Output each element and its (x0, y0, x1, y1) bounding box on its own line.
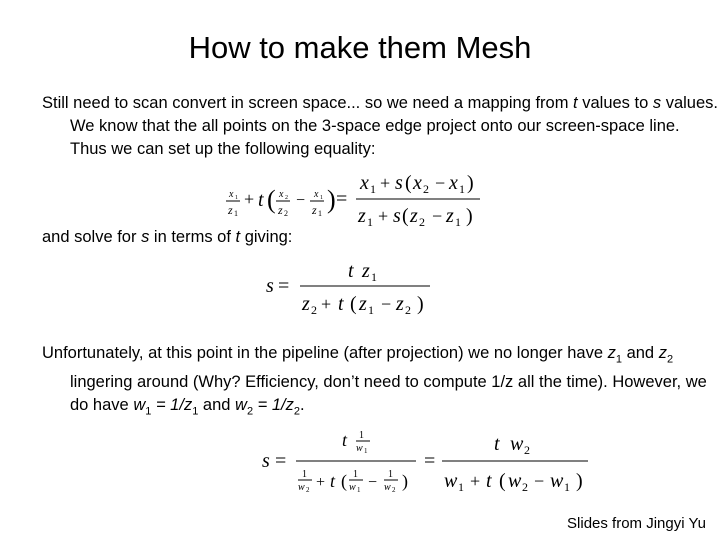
svg-text:−: − (435, 173, 446, 193)
s-in-terms-of-w-equation (258, 428, 598, 500)
svg-text:x: x (229, 189, 234, 200)
svg-text:1: 1 (388, 469, 393, 480)
svg-text:−: − (534, 471, 545, 491)
svg-text:t: t (486, 470, 492, 492)
svg-text:t: t (342, 430, 348, 450)
svg-text:1: 1 (459, 182, 465, 196)
svg-text:1: 1 (371, 270, 377, 284)
svg-text:s: s (393, 205, 401, 227)
svg-text:t: t (494, 433, 500, 455)
svg-text:z: z (362, 260, 370, 282)
svg-text:+: + (380, 173, 391, 193)
svg-text:z: z (228, 203, 233, 217)
svg-text:1: 1 (320, 195, 323, 201)
svg-text:w: w (349, 482, 356, 493)
svg-text:2: 2 (311, 303, 317, 317)
svg-text:1: 1 (458, 480, 464, 494)
svg-text:z: z (410, 205, 418, 227)
svg-text:2: 2 (423, 182, 429, 196)
svg-text:): ) (417, 293, 424, 315)
svg-text:t: t (258, 189, 264, 211)
svg-text:2: 2 (285, 195, 288, 201)
svg-text:): ) (466, 205, 473, 227)
svg-text:w: w (508, 470, 522, 492)
svg-text:): ) (327, 185, 336, 214)
svg-text:): ) (467, 172, 474, 194)
svg-text:+: + (470, 471, 481, 491)
svg-text:−: − (296, 192, 306, 209)
svg-text:1: 1 (318, 209, 322, 218)
svg-text:=: = (275, 450, 287, 472)
equality-equation (222, 170, 502, 232)
svg-text:1: 1 (370, 182, 376, 196)
svg-text:1: 1 (455, 215, 461, 229)
svg-text:x: x (279, 189, 284, 200)
slide-title: How to make them Mesh (188, 30, 532, 65)
paragraph-mapping-intro: Still need to scan convert in screen space... so we need a mapping from t values to s values. We know that the all points on the 3-space edge project onto our screen-space line. Thus we can set up the following equality: (42, 94, 718, 158)
svg-text:1: 1 (353, 469, 358, 480)
s-in-terms-of-z-equation (262, 258, 442, 320)
svg-text:1: 1 (367, 215, 373, 229)
svg-text:s: s (395, 172, 403, 194)
svg-text:1: 1 (234, 209, 238, 218)
svg-text:2: 2 (405, 303, 411, 317)
svg-text:(: ( (341, 471, 347, 491)
svg-text:s: s (262, 450, 270, 472)
paragraph-no-z-values: Unfortunately, at this point in the pipeline (after projection) we no longer have $z_1$ and $z_2$ lingering around (Why? Efficiency, don’t need to compute 1/z all the time). However, we do have $w_1 = 1/z_1$ and $w_2 = 1/z_2$. (42, 344, 707, 418)
slide-credit: Slides from Jingyi Yu (567, 515, 706, 532)
svg-text:z: z (312, 203, 317, 217)
svg-text:1: 1 (235, 195, 238, 201)
svg-text:−: − (368, 474, 378, 491)
svg-text:1: 1 (564, 480, 570, 494)
paragraph-solve-for-s: and solve for s in terms of t giving: (42, 228, 293, 246)
svg-text:w: w (510, 433, 524, 455)
svg-text:(: ( (267, 185, 276, 214)
svg-text:z: z (302, 293, 310, 315)
svg-text:2: 2 (419, 215, 425, 229)
svg-text:2: 2 (524, 443, 530, 457)
svg-text:z: z (278, 203, 283, 217)
svg-text:w: w (356, 443, 363, 454)
svg-text:=: = (278, 275, 290, 297)
svg-text:1: 1 (359, 430, 364, 441)
svg-text:1: 1 (357, 486, 361, 494)
svg-text:w: w (384, 482, 391, 493)
svg-text:w: w (444, 470, 458, 492)
svg-text:x: x (449, 172, 458, 194)
svg-text:z: z (359, 293, 367, 315)
svg-text:w: w (298, 482, 305, 493)
svg-text:2: 2 (284, 209, 288, 218)
svg-text:(: ( (405, 172, 412, 194)
svg-text:(: ( (350, 293, 357, 315)
svg-text:+: + (321, 294, 332, 314)
svg-text:t: t (338, 293, 344, 315)
svg-text:1: 1 (364, 447, 368, 455)
svg-text:t: t (348, 260, 354, 282)
svg-text:t: t (330, 471, 336, 491)
svg-text:(: ( (402, 205, 409, 227)
svg-text:2: 2 (306, 486, 310, 494)
svg-text:−: − (432, 206, 443, 226)
svg-text:(: ( (499, 470, 506, 492)
svg-text:+: + (244, 189, 255, 209)
svg-text:+: + (316, 474, 326, 491)
svg-text:=: = (336, 188, 348, 210)
svg-text:s: s (266, 275, 274, 297)
svg-text:1: 1 (368, 303, 374, 317)
svg-text:z: z (358, 205, 366, 227)
svg-text:x: x (413, 172, 422, 194)
svg-text:): ) (402, 471, 408, 491)
svg-text:x: x (360, 172, 369, 194)
svg-text:2: 2 (392, 486, 396, 494)
svg-text:w: w (550, 470, 564, 492)
svg-text:2: 2 (522, 480, 528, 494)
svg-text:−: − (381, 294, 392, 314)
svg-text:1: 1 (302, 469, 307, 480)
svg-text:x: x (314, 189, 319, 200)
svg-text:=: = (424, 450, 436, 472)
svg-text:z: z (396, 293, 404, 315)
svg-text:+: + (378, 206, 389, 226)
svg-text:z: z (446, 205, 454, 227)
svg-text:): ) (576, 470, 583, 492)
